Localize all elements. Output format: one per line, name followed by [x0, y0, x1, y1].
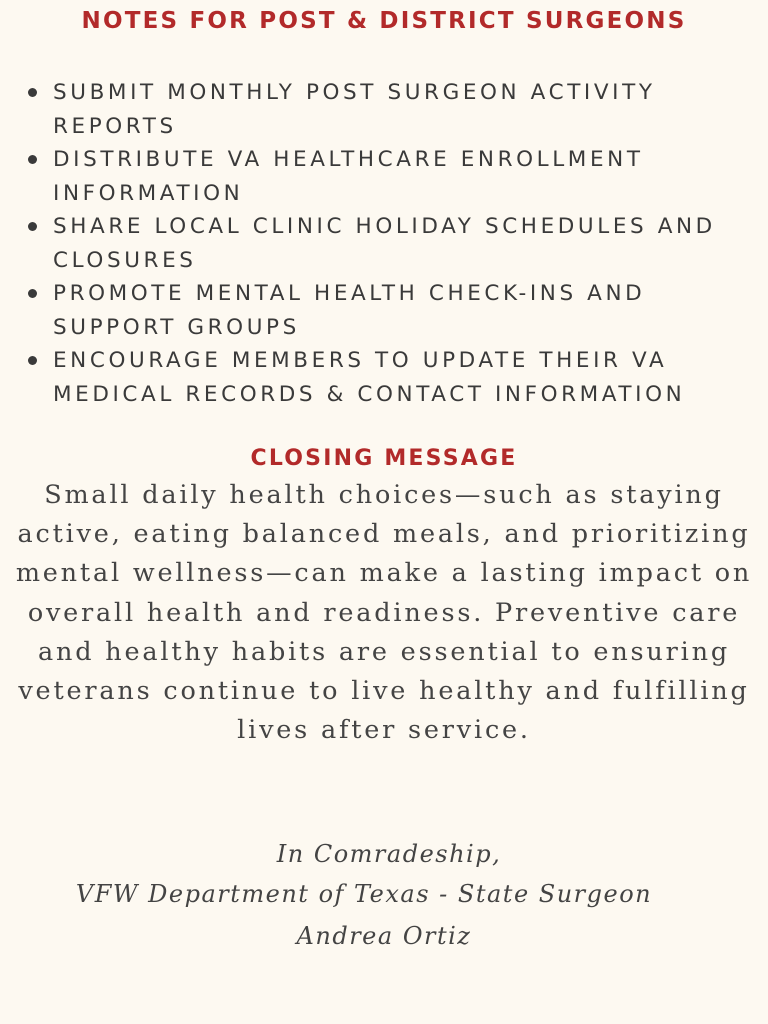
closing-heading: CLOSING MESSAGE: [250, 446, 518, 471]
list-item: [22, 277, 752, 344]
bullet-icon: [28, 88, 37, 97]
signature-salutation: In Comradeship,: [276, 840, 502, 868]
list-item-text: ENCOURAGE MEMBERS TO UPDATE THEIR VA MEDICAL RECORDS & CONTACT INFORMATION: [53, 348, 686, 407]
closing-message: Small daily health choices—such as staying active, eating balanced meals, and prioritizing mental wellness—can make a lasting impact on overall health and readiness. Preventive care and healthy habits are essential to ensuring veterans continue to live healthy and fulfilling lives after service.: [15, 480, 753, 746]
notes-heading: NOTES FOR POST & DISTRICT SURGEONS: [81, 8, 687, 34]
bullet-icon: [28, 289, 37, 298]
list-item-text: SHARE LOCAL CLINIC HOLIDAY SCHEDULES AND CLOSURES: [53, 214, 716, 273]
signature-name: Andrea Ortiz: [296, 922, 472, 950]
list-item-text: DISTRIBUTE VA HEALTHCARE ENROLLMENT INFORMATION: [53, 147, 644, 206]
list-item: [22, 76, 752, 143]
bullet-icon: [28, 155, 37, 164]
signature-title: VFW Department of Texas - State Surgeon: [75, 880, 653, 908]
notes-list: [22, 76, 752, 411]
list-item-text: SUBMIT MONTHLY POST SURGEON ACTIVITY REPORTS: [53, 80, 656, 139]
list-item-text: PROMOTE MENTAL HEALTH CHECK-INS AND SUPPORT GROUPS: [53, 281, 646, 340]
bullet-icon: [28, 222, 37, 231]
list-item: [22, 344, 752, 411]
bullet-icon: [28, 356, 37, 365]
list-item: [22, 143, 752, 210]
list-item: [22, 210, 752, 277]
